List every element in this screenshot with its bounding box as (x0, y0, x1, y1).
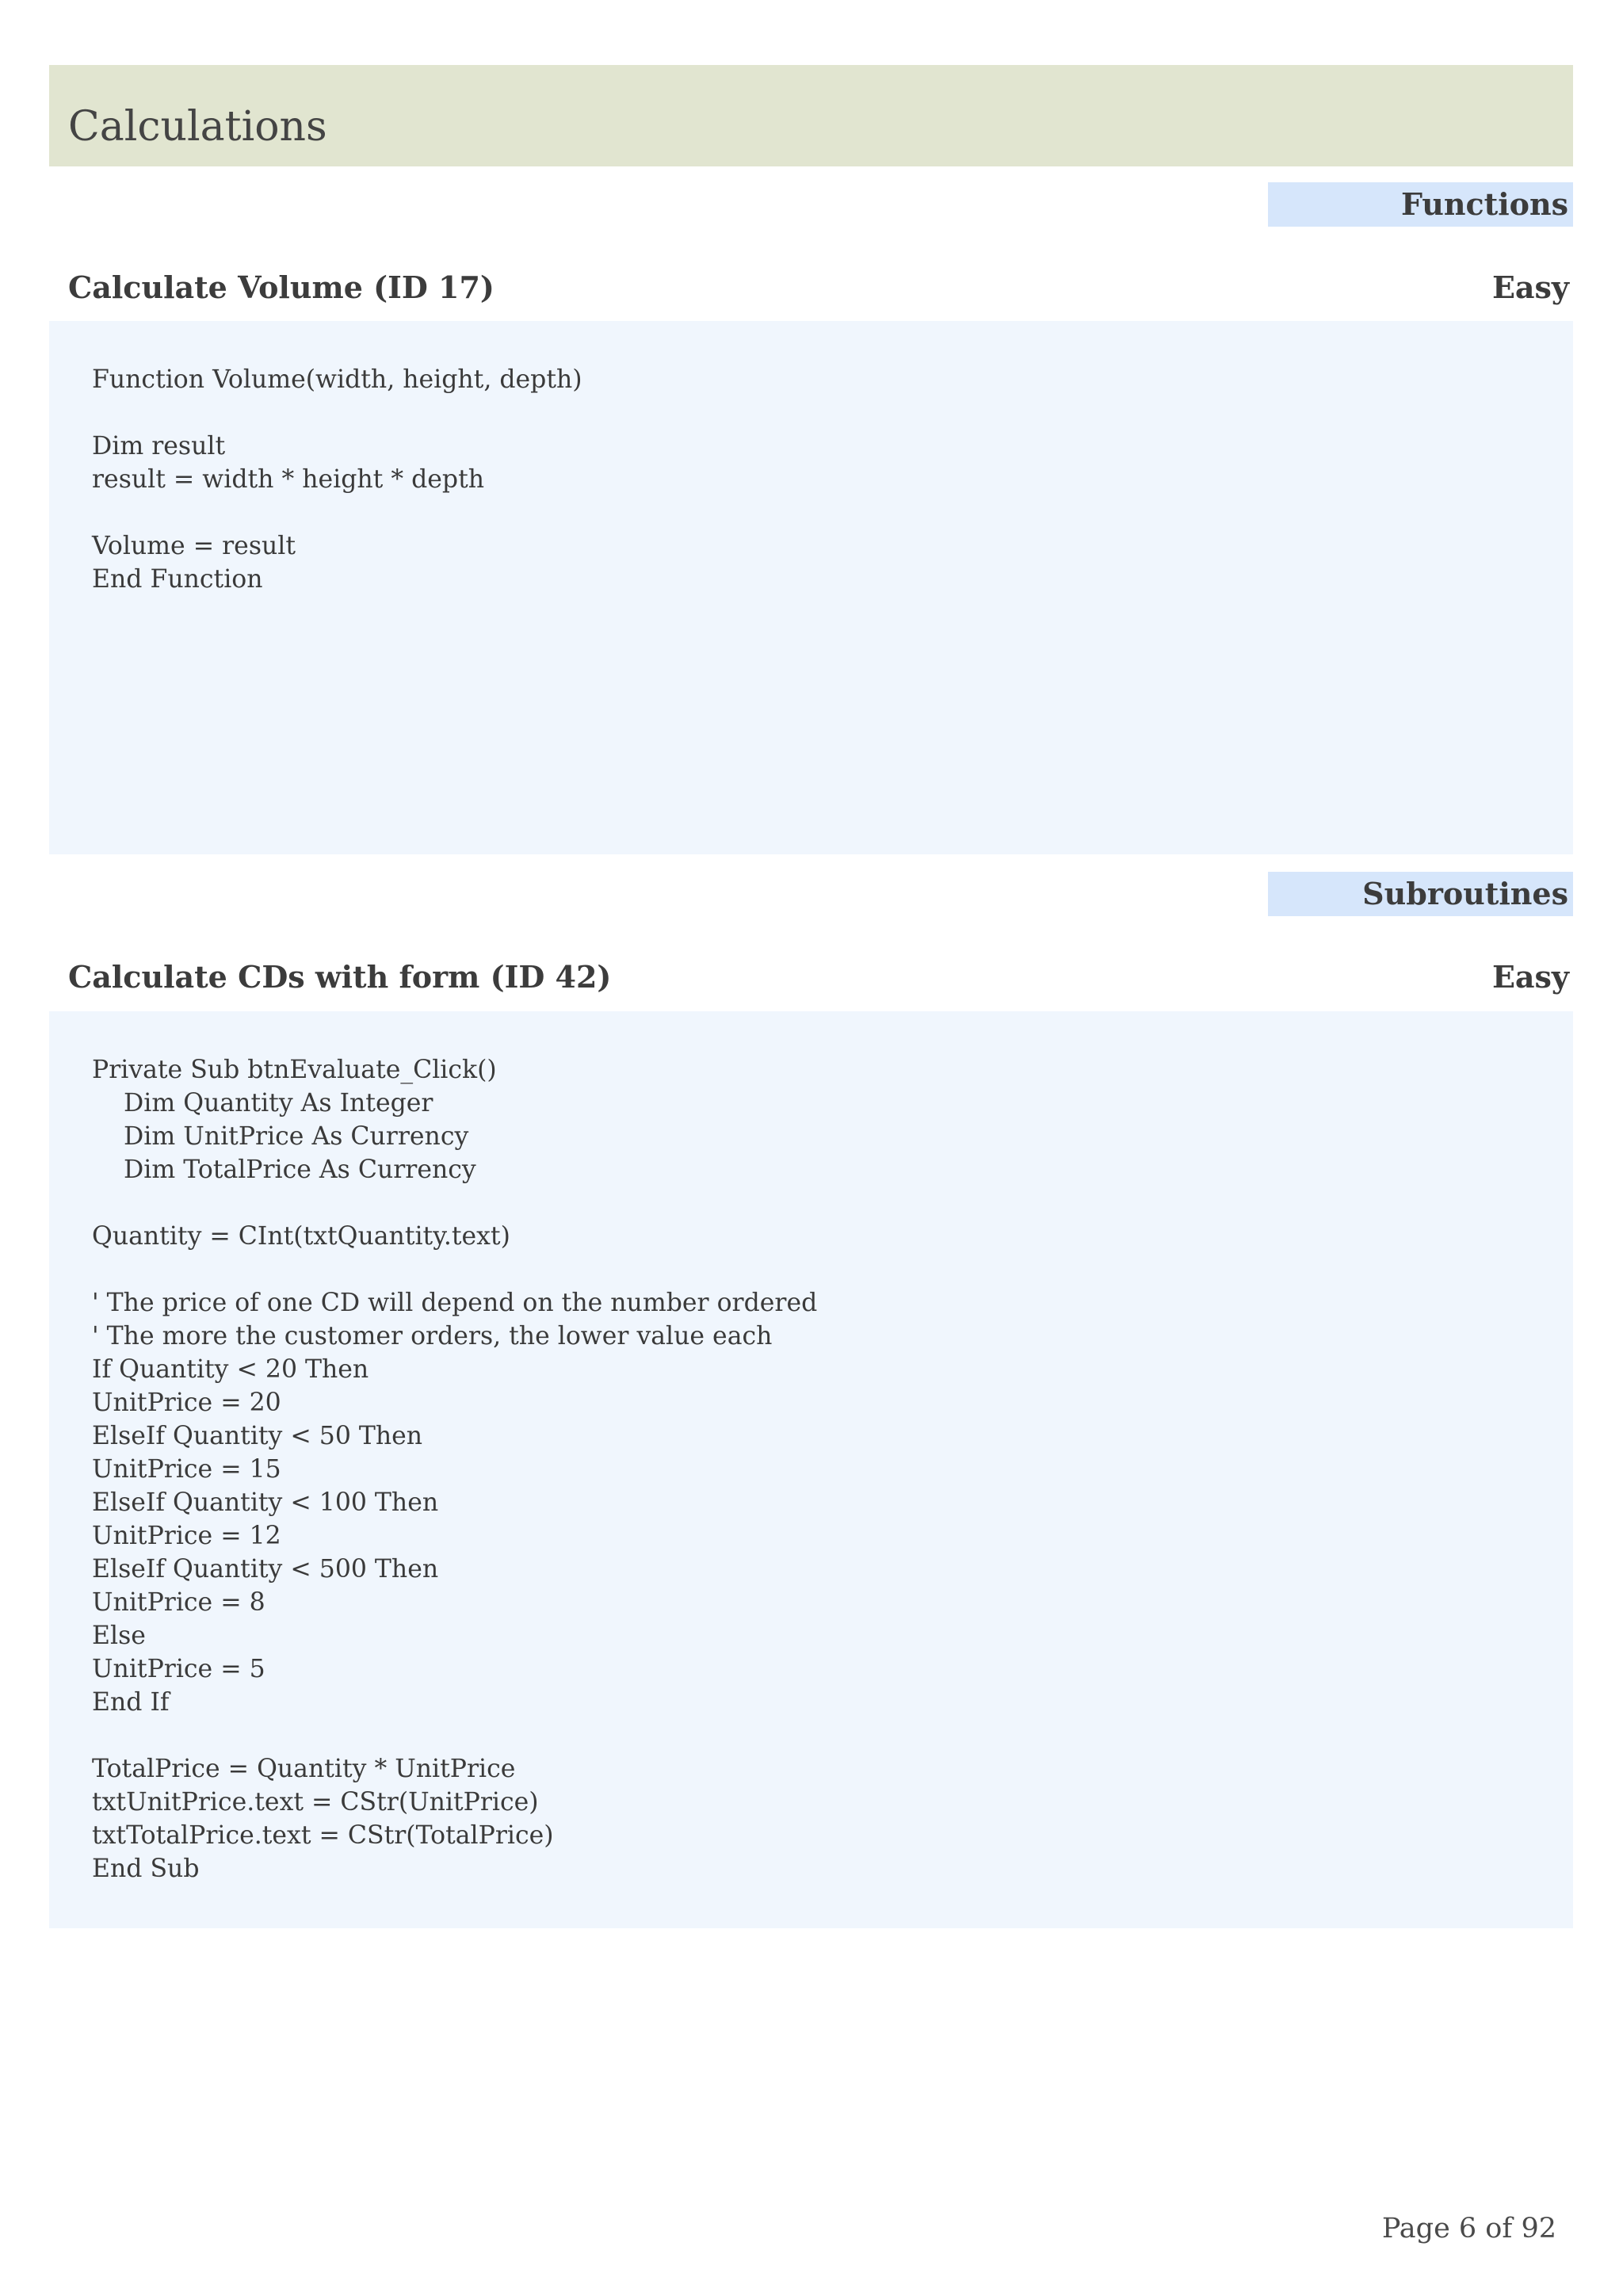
code-line: ' The price of one CD will depend on the number ordered (92, 1289, 818, 1317)
code-line (92, 1719, 1573, 1752)
code-line: Volume = result (92, 532, 296, 560)
code-line: Dim TotalPrice As Currency (92, 1156, 476, 1184)
code-line: UnitPrice = 15 (92, 1455, 281, 1484)
item-header-cds (68, 959, 1569, 995)
difficulty-label: Easy (1491, 959, 1569, 995)
code-line: ElseIf Quantity < 500 Then (92, 1555, 439, 1584)
code-line: ElseIf Quantity < 100 Then (92, 1488, 439, 1517)
code-line: txtTotalPrice.text = CStr(TotalPrice) (92, 1821, 554, 1850)
code-line: UnitPrice = 5 (92, 1655, 265, 1683)
code-line: Else (92, 1622, 146, 1650)
code-line (92, 496, 1573, 529)
item-title: Calculate CDs with form (ID 42) (68, 959, 612, 995)
category-label-functions: Functions (1268, 182, 1573, 227)
page-header (49, 65, 1573, 166)
code-line: Quantity = CInt(txtQuantity.text) (92, 1222, 510, 1251)
code-line: TotalPrice = Quantity * UnitPrice (92, 1755, 516, 1783)
code-line: End Sub (92, 1855, 200, 1883)
code-line (92, 1253, 1573, 1286)
code-line (92, 1186, 1573, 1220)
code-line: result = width * height * depth (92, 465, 485, 494)
item-title: Calculate Volume (ID 17) (68, 269, 495, 305)
code-block-cds (49, 1011, 1573, 1928)
code-line: If Quantity < 20 Then (92, 1355, 369, 1384)
code-line (92, 396, 1573, 430)
code-line: Dim UnitPrice As Currency (92, 1122, 469, 1151)
code-line: Dim result (92, 432, 226, 460)
code-line: Private Sub btnEvaluate_Click() (92, 1056, 497, 1084)
code-line: End Function (92, 565, 263, 594)
code-line: Function Volume(width, height, depth) (92, 365, 582, 394)
code-line: UnitPrice = 20 (92, 1389, 281, 1417)
code-line: ' The more the customer orders, the lower value each (92, 1322, 773, 1350)
code-line: UnitPrice = 12 (92, 1522, 281, 1550)
code-block-volume (49, 321, 1573, 854)
page-number: Page 6 of 92 (1381, 2213, 1556, 2244)
code-line: End If (92, 1688, 170, 1717)
item-header-volume (68, 269, 1569, 305)
page-title: Calculations (68, 103, 327, 151)
code-line: txtUnitPrice.text = CStr(UnitPrice) (92, 1788, 539, 1817)
code-line: ElseIf Quantity < 50 Then (92, 1422, 423, 1450)
code-line: Dim Quantity As Integer (92, 1089, 433, 1117)
code-line: UnitPrice = 8 (92, 1588, 265, 1617)
category-label-subroutines: Subroutines (1268, 872, 1573, 916)
difficulty-label: Easy (1491, 269, 1569, 305)
